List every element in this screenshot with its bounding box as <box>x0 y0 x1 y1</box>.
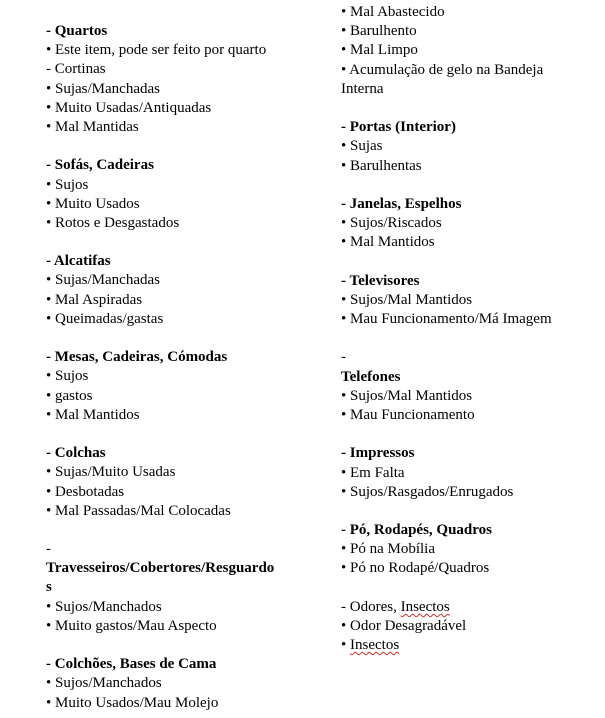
list-item: • Sujos/Riscados <box>341 215 442 232</box>
section-heading-portas: - Portas (Interior) <box>341 119 456 136</box>
paragraph-gap <box>46 425 316 444</box>
section-heading-po: - Pó, Rodapés, Quadros <box>341 522 492 539</box>
list-item: • Sujos <box>46 368 89 385</box>
list-item: • Sujos/Manchados <box>46 675 162 692</box>
list-item-wrap: Interna <box>341 80 384 97</box>
list-item: • Sujos <box>46 176 89 193</box>
list-item: • Muito gastos/Mau Aspecto <box>46 617 217 634</box>
spelling-error-word: Insectos <box>350 637 400 654</box>
list-item: • Pó no Rodapé/Quadros <box>341 560 490 577</box>
section-heading-janelas: - Janelas, Espelhos <box>341 195 462 212</box>
list-item: • Sujos/Mal Mantidos <box>341 291 473 308</box>
section-heading-alcatifas: - Alcatifas <box>46 253 111 270</box>
list-item: • Odor Desagradável <box>341 618 467 634</box>
list-item: • Sujas <box>341 138 383 155</box>
list-item: • Mal Abastecido <box>341 4 445 20</box>
section-heading-odores <box>341 598 597 617</box>
paragraph-gap <box>341 252 597 271</box>
section-heading-telefones: Telefones <box>341 368 401 385</box>
list-item: • Mal Aspiradas <box>46 291 143 308</box>
list-item: • Mal Mantidas <box>46 118 139 135</box>
list-item: • Barulhentas <box>341 157 422 174</box>
list-item: • Muito Usados <box>46 195 140 212</box>
list-item: • Sujas/Manchadas <box>46 272 160 289</box>
paragraph-gap <box>46 233 316 252</box>
list-item: • Mal Limpo <box>341 42 418 59</box>
list-item: • Mal Mantidos <box>341 234 435 251</box>
list-item <box>341 636 597 655</box>
list-item: • Sujos/Mal Mantidos <box>341 387 473 404</box>
paragraph-gap <box>341 502 597 521</box>
paragraph-gap <box>46 636 316 655</box>
list-item: • gastos <box>46 387 93 404</box>
paragraph-gap <box>341 425 597 444</box>
left-column <box>46 22 316 713</box>
section-heading-travesseiros-wrap: s <box>46 579 52 596</box>
paragraph-gap <box>46 521 316 540</box>
list-item: • Em Falta <box>341 464 405 481</box>
bullet: • <box>341 637 351 654</box>
list-item: • Mau Funcionamento/Má Imagem <box>341 311 552 327</box>
odores-lead: - Odores, <box>341 598 401 615</box>
list-item: - Cortinas <box>46 61 106 78</box>
list-item: • Mau Funcionamento <box>341 406 475 423</box>
list-item: • Mal Passadas/Mal Colocadas <box>46 502 231 519</box>
list-item: • Sujos/Rasgados/Enrugados <box>341 483 514 500</box>
list-item: • Sujas/Muito Usadas <box>46 464 176 481</box>
section-heading-sofas: - Sofás, Cadeiras <box>46 157 154 174</box>
section-heading-travesseiros: Travesseiros/Cobertores/Resguardo <box>46 560 275 577</box>
list-item: • Acumulação de gelo na Bandeja <box>341 61 544 78</box>
paragraph-gap <box>341 99 597 118</box>
list-item: • Queimadas/gastas <box>46 310 164 327</box>
list-item: • Sujas/Manchadas <box>46 80 160 97</box>
list-item: • Mal Mantidos <box>46 406 140 423</box>
section-heading-mesas: - Mesas, Cadeiras, Cómodas <box>46 349 228 366</box>
paragraph-gap <box>46 137 316 156</box>
section-heading-quartos: - Quartos <box>46 23 108 39</box>
list-item: • Este item, pode ser feito por quarto <box>46 42 267 59</box>
list-item: • Pó na Mobília <box>341 541 435 558</box>
paragraph-gap <box>341 329 597 348</box>
section-heading-colchas: - Colchas <box>46 445 106 462</box>
section-dash: - <box>341 349 346 366</box>
paragraph-gap <box>46 329 316 348</box>
section-dash: - <box>46 541 51 558</box>
section-heading-televisores: - Televisores <box>341 272 420 289</box>
list-item: • Sujos/Manchados <box>46 598 162 615</box>
list-item: • Barulhento <box>341 23 417 40</box>
spelling-error-word: Insectos <box>400 598 450 615</box>
paragraph-gap <box>341 176 597 195</box>
list-item: • Muito Usados/Mau Molejo <box>46 694 219 711</box>
paragraph-gap <box>341 579 597 598</box>
list-item: • Desbotadas <box>46 483 125 500</box>
section-heading-colchoes: - Colchões, Bases de Cama <box>46 656 217 673</box>
right-column <box>341 3 597 655</box>
list-item: • Rotos e Desgastados <box>46 214 180 231</box>
list-item: • Muito Usadas/Antiquadas <box>46 99 212 116</box>
section-heading-impressos: - Impressos <box>341 445 415 462</box>
